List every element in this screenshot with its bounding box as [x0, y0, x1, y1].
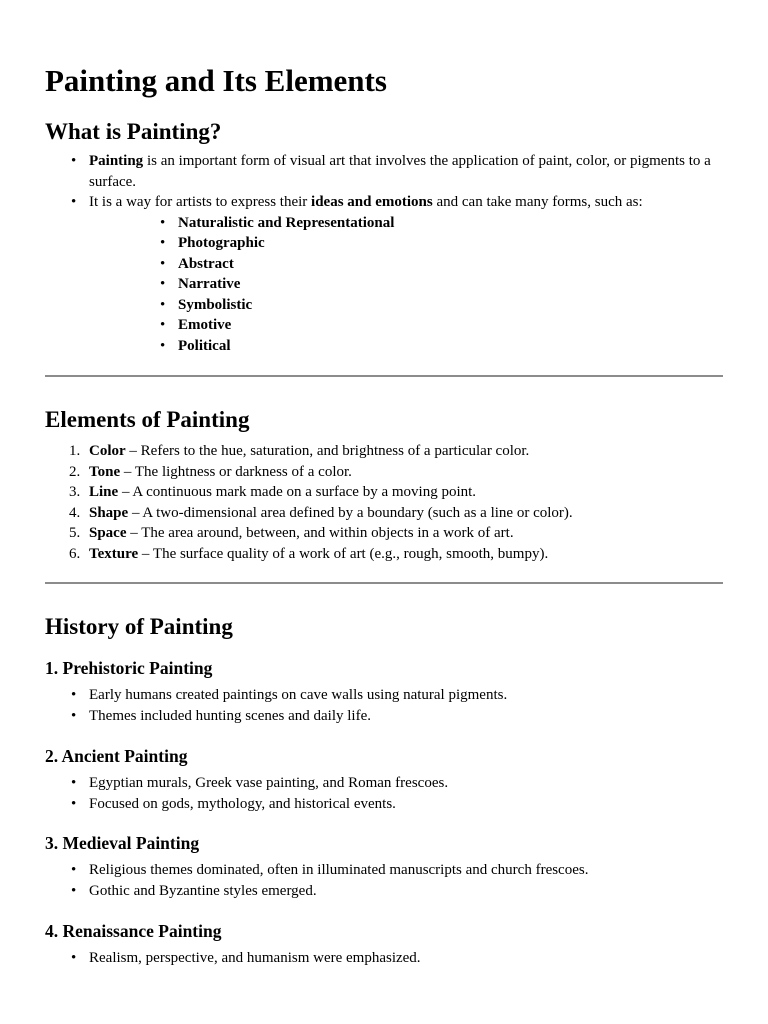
- what-is-painting-list: [45, 151, 723, 356]
- list-item: [89, 295, 723, 316]
- prehistoric-list: [45, 685, 723, 726]
- form-label: Symbolistic: [178, 296, 253, 313]
- bold-term: Painting: [89, 153, 144, 169]
- form-label: Photographic: [178, 235, 265, 251]
- elements-list: [45, 441, 723, 564]
- list-item: [45, 503, 723, 524]
- renaissance-list: [45, 948, 723, 969]
- list-item: [45, 441, 723, 462]
- item-text: – A two-dimensional area defined by a boundary (such as a line or color).: [128, 504, 573, 521]
- list-item: [45, 523, 723, 544]
- item-number: 3.: [69, 484, 81, 500]
- bold-term: Line: [89, 484, 119, 500]
- form-label: Naturalistic and Representational: [178, 214, 395, 231]
- item-number: 6.: [69, 545, 81, 562]
- list-item: • Focused on gods, mythology, and historical events.: [45, 794, 723, 815]
- list-item: [45, 544, 723, 565]
- form-label: Abstract: [178, 255, 234, 272]
- item-text: It is a way for artists to express their: [89, 194, 312, 210]
- list-item: [45, 192, 723, 356]
- ancient-list: [45, 773, 723, 814]
- item-number: 1.: [69, 443, 81, 459]
- section-heading-history: History of Painting: [45, 614, 233, 639]
- bold-term: ideas and emotions: [311, 194, 433, 210]
- medieval-list: [45, 860, 723, 901]
- list-item: [89, 213, 723, 234]
- list-item: • Religious themes dominated, often in illuminated manuscripts and church frescoes.: [45, 860, 723, 881]
- item-text: is an important form of visual art that involves the application of paint, color, or pigments to a surface.: [89, 153, 711, 190]
- list-item: [89, 233, 723, 254]
- list-item: [89, 315, 723, 336]
- page-title: Painting and Its Elements: [45, 63, 387, 98]
- item-text: – The lightness or darkness of a color.: [120, 463, 352, 480]
- form-label: Political: [178, 337, 231, 354]
- list-item: [45, 462, 723, 483]
- list-item: [45, 482, 723, 503]
- form-label: Emotive: [178, 317, 232, 333]
- item-text: – A continuous mark made on a surface by a moving point.: [118, 484, 477, 500]
- list-item: • Themes included hunting scenes and daily life.: [45, 706, 723, 727]
- list-item: [89, 274, 723, 295]
- list-item: [89, 336, 723, 357]
- bold-term: Shape: [89, 504, 129, 521]
- list-item: • Gothic and Byzantine styles emerged.: [45, 881, 723, 902]
- form-label: Narrative: [178, 276, 241, 292]
- item-number: 5.: [69, 525, 81, 541]
- list-item: • Realism, perspective, and humanism were emphasized.: [45, 948, 723, 969]
- painting-forms-list: [89, 213, 723, 357]
- list-item: [89, 254, 723, 275]
- period-heading-prehistoric: 1. Prehistoric Painting: [45, 658, 213, 678]
- section-heading-elements: Elements of Painting: [45, 407, 250, 432]
- item-text: – The surface quality of a work of art (e.g., rough, smooth, bumpy).: [138, 545, 549, 562]
- item-number: 2.: [69, 463, 81, 480]
- period-heading-renaissance: 4. Renaissance Painting: [45, 921, 222, 941]
- section-divider: [45, 375, 723, 377]
- bold-term: Tone: [89, 463, 121, 480]
- list-item: • Egyptian murals, Greek vase painting, and Roman frescoes.: [45, 773, 723, 794]
- bold-term: Texture: [89, 545, 139, 562]
- period-heading-ancient: 2. Ancient Painting: [45, 746, 188, 766]
- section-heading-what-is-painting: What is Painting?: [45, 119, 222, 144]
- bold-term: Space: [89, 525, 127, 541]
- item-text: – The area around, between, and within objects in a work of art.: [126, 525, 514, 541]
- item-number: 4.: [69, 504, 81, 521]
- item-text: – Refers to the hue, saturation, and brightness of a particular color.: [125, 443, 530, 459]
- item-text: and can take many forms, such as:: [432, 194, 643, 210]
- bold-term: Color: [89, 443, 126, 459]
- list-item: • Early humans created paintings on cave walls using natural pigments.: [45, 685, 723, 706]
- section-divider: [45, 582, 723, 584]
- period-heading-medieval: 3. Medieval Painting: [45, 833, 200, 853]
- list-item: [45, 151, 723, 192]
